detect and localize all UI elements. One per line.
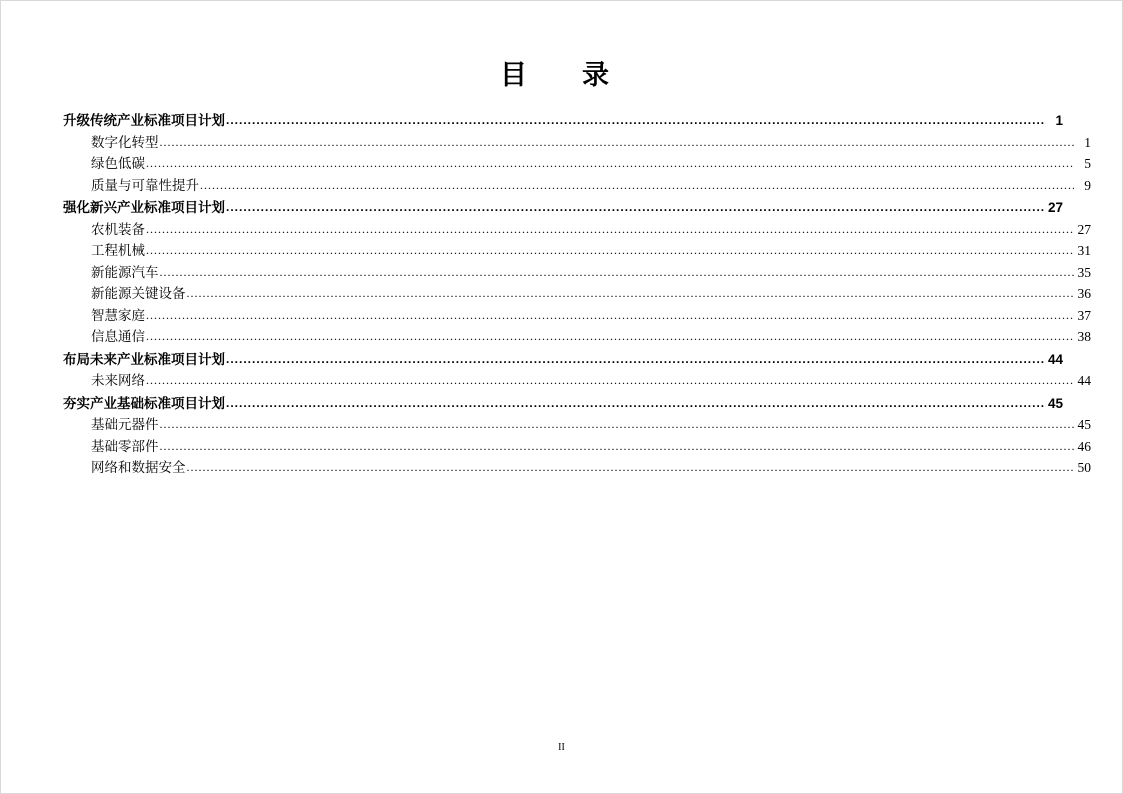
toc-entry[interactable] <box>63 223 1091 237</box>
toc-entry-label: 数字化转型 <box>91 134 159 150</box>
toc-entry-page-number: 46 <box>1077 438 1091 454</box>
toc-entry[interactable] <box>63 136 1091 150</box>
toc-entry-label: 夯实产业基础标准项目计划 <box>63 395 225 411</box>
toc-entry-label: 信息通信 <box>91 329 145 344</box>
toc-entry-label: 质量与可靠性提升 <box>91 177 199 193</box>
toc-entry-page-number: 44 <box>1077 373 1091 388</box>
toc-entry[interactable] <box>63 440 1091 454</box>
toc-entry-label: 基础元器件 <box>91 417 159 432</box>
toc-leader-dots <box>226 353 1046 365</box>
toc-entry-page-number: 44 <box>1047 351 1063 367</box>
toc-leader-dots <box>160 418 1075 430</box>
toc-leader-dots <box>160 266 1075 278</box>
toc-leader-dots <box>226 397 1046 409</box>
toc-entry[interactable] <box>63 330 1091 344</box>
page-title: 目 录 <box>500 60 623 90</box>
toc-leader-dots <box>146 244 1074 256</box>
toc-leader-dots <box>226 114 1046 126</box>
toc-entry[interactable] <box>63 266 1091 280</box>
toc-entry[interactable] <box>63 309 1091 323</box>
toc-leader-dots <box>146 374 1074 386</box>
toc-entry-label: 基础零部件 <box>91 438 159 454</box>
toc-entry-page-number: 38 <box>1077 329 1091 344</box>
toc-entry-label: 布局未来产业标准项目计划 <box>63 351 225 367</box>
toc-entry-page-number: 5 <box>1084 156 1091 171</box>
toc-entry-page-number: 27 <box>1047 200 1063 215</box>
toc-leader-dots <box>146 309 1074 321</box>
toc-leader-dots <box>146 157 1074 169</box>
toc-entry-page-number: 1 <box>1055 113 1063 128</box>
toc-entry[interactable] <box>63 244 1091 258</box>
toc-entry-page-number: 36 <box>1077 286 1091 301</box>
toc-leader-dots <box>160 440 1075 452</box>
toc-entry[interactable] <box>63 201 1063 215</box>
toc-entry[interactable] <box>63 461 1091 475</box>
toc-entry-label: 网络和数据安全 <box>91 460 186 475</box>
toc-leader-dots <box>187 287 1075 299</box>
toc-entry[interactable] <box>63 397 1063 411</box>
toc-entry-page-number: 31 <box>1077 243 1091 258</box>
toc-entry[interactable] <box>63 374 1091 388</box>
toc-entry-label: 绿色低碳 <box>91 156 145 171</box>
toc-entry-page-number: 37 <box>1077 307 1091 323</box>
toc-leader-dots <box>187 461 1075 473</box>
toc-entry-page-number: 45 <box>1047 395 1063 411</box>
toc-entry-label: 强化新兴产业标准项目计划 <box>63 200 225 215</box>
toc-entry-page-number: 27 <box>1077 221 1091 237</box>
toc-entry-label: 新能源关键设备 <box>91 286 186 301</box>
toc-leader-dots <box>146 223 1074 235</box>
toc-entry[interactable] <box>63 179 1091 193</box>
toc-entry-page-number: 50 <box>1077 460 1091 475</box>
toc-entry-label: 升级传统产业标准项目计划 <box>63 113 225 128</box>
toc-entry-page-number: 45 <box>1077 417 1091 432</box>
toc-leader-dots <box>226 201 1046 213</box>
table-of-contents <box>63 113 1091 475</box>
toc-entry-page-number: 9 <box>1084 177 1091 193</box>
toc-entry-page-number: 1 <box>1084 134 1091 150</box>
toc-entry-label: 新能源汽车 <box>91 264 159 280</box>
toc-entry-page-number: 35 <box>1077 264 1091 280</box>
page-footer: II <box>558 742 565 753</box>
toc-entry[interactable] <box>63 157 1091 171</box>
toc-entry-label: 农机装备 <box>91 221 145 237</box>
toc-leader-dots <box>200 179 1074 191</box>
toc-entry[interactable] <box>63 353 1063 367</box>
toc-entry-label: 未来网络 <box>91 373 145 388</box>
toc-entry-label: 智慧家庭 <box>91 307 145 323</box>
toc-entry[interactable] <box>63 418 1091 432</box>
toc-leader-dots <box>160 136 1075 148</box>
toc-entry-label: 工程机械 <box>91 243 145 258</box>
toc-leader-dots <box>146 330 1074 342</box>
toc-entry[interactable] <box>63 114 1063 128</box>
toc-entry[interactable] <box>63 287 1091 301</box>
